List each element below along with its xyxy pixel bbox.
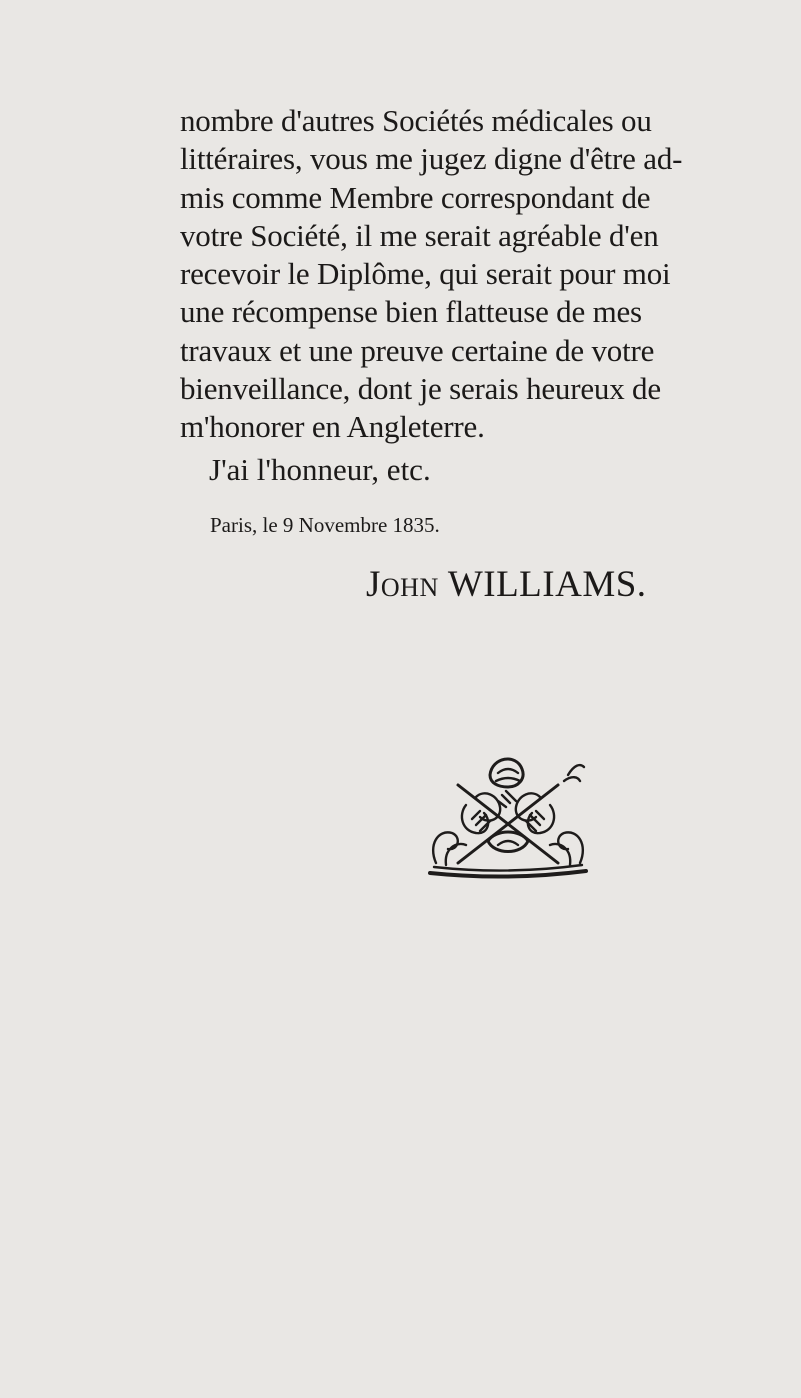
engraved-vignette-ornament-icon — [418, 745, 598, 885]
letter-line-4: votre Société, il me serait agréable d'en — [180, 217, 659, 253]
letter-line-8: bienveillance, dont je serais heureux de — [180, 371, 661, 407]
letter-line-9: m'honorer en Angleterre. — [180, 409, 485, 445]
letter-line-6: une récompense bien flatteuse de mes — [180, 294, 642, 330]
letter-line-3: mis comme Membre correspondant de — [180, 179, 651, 215]
letter-body — [180, 102, 683, 447]
letter-line-5: recevoir le Diplôme, qui serait pour moi — [180, 256, 671, 292]
letter-signature — [366, 564, 647, 606]
signature-first-name: John — [366, 564, 439, 605]
signature-last-name: WILLIAMS. — [447, 564, 647, 605]
letter-line-1: nombre d'autres Sociétés médicales ou — [180, 103, 652, 138]
letter-line-7: travaux et une preuve certaine de votre — [180, 332, 655, 368]
letter-dateline: Paris, le 9 Novembre 1835. — [210, 513, 440, 537]
letter-closing: J'ai l'honneur, etc. — [209, 452, 431, 487]
letter-line-2: littéraires, vous me jugez digne d'être ad- — [180, 141, 683, 177]
